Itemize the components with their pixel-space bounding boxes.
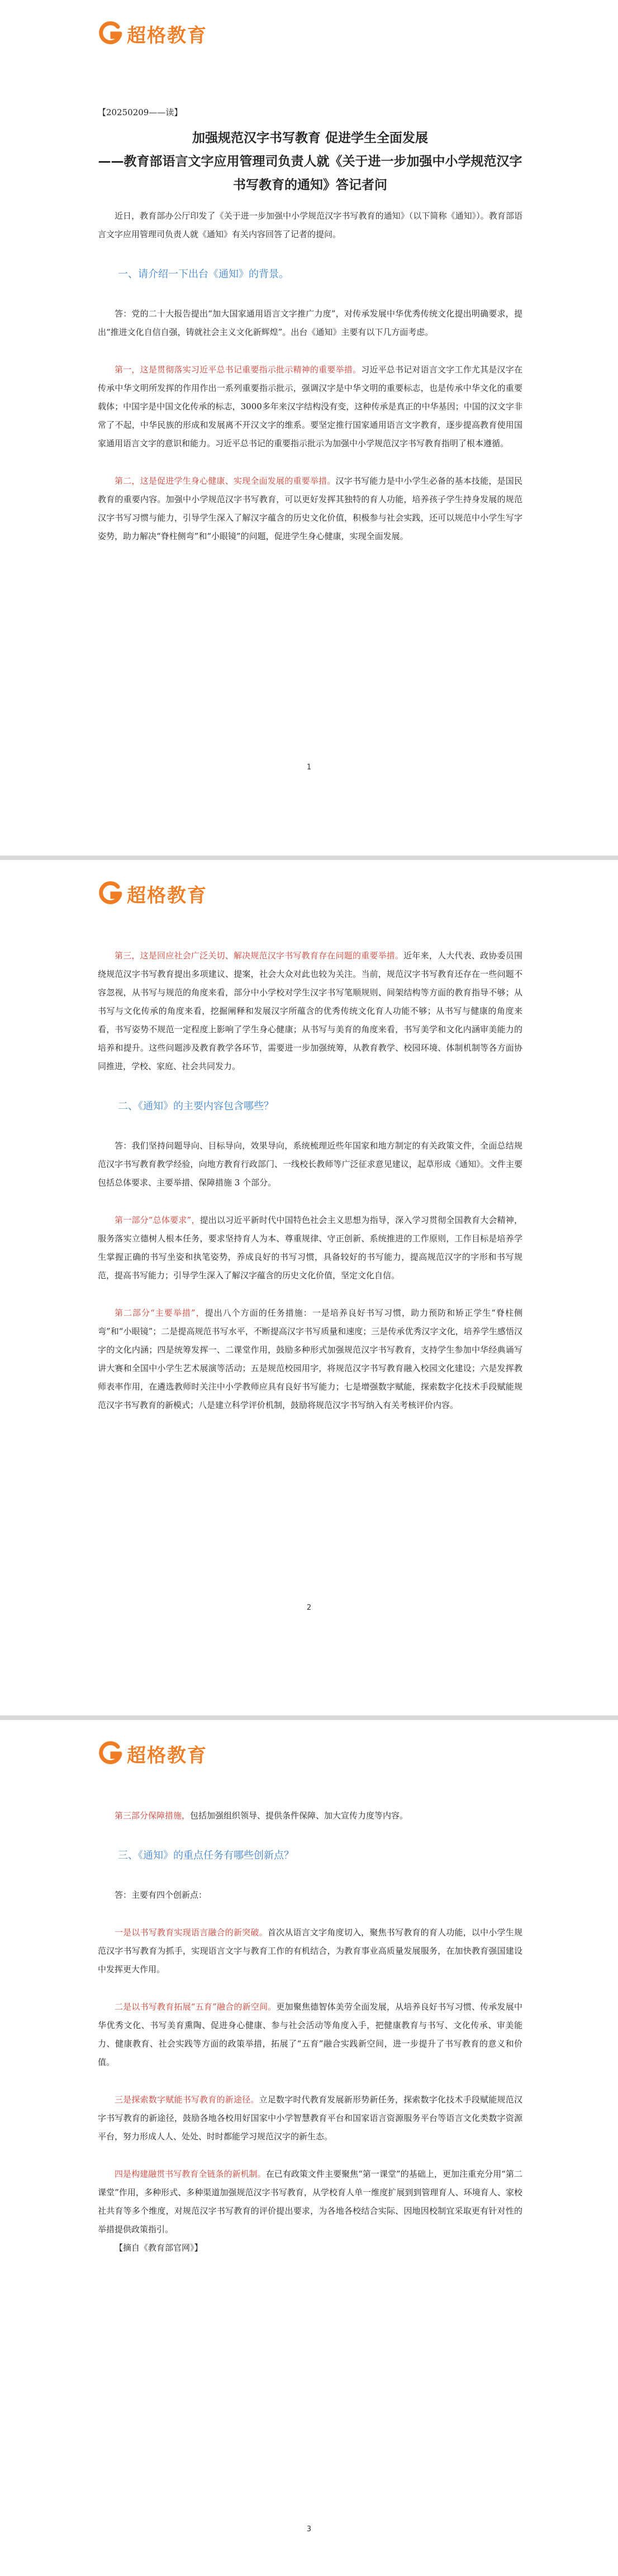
date-line: 【20250209——读】 [98, 107, 183, 117]
page-number: 2 [306, 1604, 312, 1612]
part-2-text: 提出八个方面的任务措施：一是培养良好书写习惯，助力预防和矫正学生“脊柱侧弯”和“小眼镜”；二是提高规范书写水平，不断提高汉字书写质量和速度；三是传承优秀汉字文化，培养学生感悟汉字的文化内涵；四是统筹发挥一、二课堂作用，鼓励多种形式加强规范汉字书写教育，支持学生参加中华经典诵写讲大赛和全国中小学生艺术展演等活动；五是规范校园用字，将规范汉字书写教育融入校园文化建设；六是发挥教师表率作用，在遴选教师时关注中小学教师应具有良好书写能力；七是增强数字赋能，探索数字化技术手段赋能规范汉字书写教育的新模式；八是建立科学评价机制，鼓励将规范汉字书写纳入有关考核评价内容。 [98, 1308, 522, 1410]
part-2-paragraph [98, 1304, 522, 1415]
innovation-1-highlight: 一是以书写教育实现语言融合的新突破。 [115, 1927, 268, 1937]
part-3-paragraph [98, 1807, 522, 1825]
reason-3-text: 近年来，人大代表、政协委员围绕规范汉字书写教育提出多项建议、提案，社会大众对此也较为关注。当前，规范汉字书写教育还存在一些问题不容忽视，从书写与规范的角度来看，部分中小学校对学生汉字书写笔顺规则、间架结构等方面的教育指导不够；从书写与文化传承的角度来看，挖掘阐释和发展汉字所蕴含的优秀传统文化育人功能不够；从书写与健康的角度来看，书写姿势不规范一定程度上影响了学生身心健康；从书写与美育的角度来看，书写美学和文化内涵审美能力的培养和提升。这些问题涉及教育教学各环节，需要进一步加强统筹，从教育教学、校园环境、体制机制等各方面协同推进，学校、家庭、社会共同发力。 [98, 951, 522, 1071]
part-1-highlight: 第一部分“总体要求”， [115, 1215, 200, 1225]
innovation-3-paragraph [98, 2091, 522, 2146]
brand-logo [98, 877, 207, 910]
page-2-content [98, 947, 522, 1415]
page-number: 1 [306, 763, 312, 772]
reason-2-paragraph [98, 472, 522, 546]
question-2-answer: 答：我们坚持问题导向、目标导向，效果导向，系统梳理近些年国家和地方制定的有关政策文件，全面总结规范汉字书写教育教学经验，向地方教育行政部门、一线校长教师等广泛征求意见建议，起草形成《通知》。文件主要包括总体要求、主要举措、保障措施 3 个部分。 [98, 1141, 522, 1188]
source-note: 【摘自《教育部官网》】 [115, 2243, 203, 2253]
document-page-1 [0, 0, 618, 855]
reason-1-paragraph [98, 361, 522, 453]
part-1-paragraph [98, 1211, 522, 1285]
brand-logo [98, 1737, 207, 1770]
innovation-4-paragraph [98, 2165, 522, 2239]
innovation-3-highlight: 三是探索数字赋能书写教育的新途径。 [115, 2095, 259, 2105]
innovation-4-text: 在已有政策文件主要聚焦“第一课堂”的基础上，更加注重充分用“第二课堂”作用，多种形式、多种渠道加强规范汉字书写教育，从学校育人单一维度扩展到到管理育人、环境育人、家校社共育等多个维度，对规范汉字书写教育的评价提出要求，为各地各校结合实际、因地因校制宜采取更有针对性的举措提供政策指引。 [98, 2169, 522, 2234]
title-line-1: 加强规范汉字书写教育 促进学生全面发展 [192, 131, 428, 145]
question-1-answer: 答：党的二十大报告提出“加大国家通用语言文字推广力度”，对传承发展中华优秀传统文化提出明确要求，提出“推进文化自信自强，铸就社会主义文化新辉煌”。出台《通知》主要有以下几方面考虑。 [98, 309, 522, 337]
question-1-heading: 一、请介绍一下出台《通知》的背景。 [118, 268, 289, 280]
reason-1-text: 习近平总书记对语言文字工作尤其是汉字在传承中华文明所发挥的作用作出一系列重要指示批示，强调汉字是中华文明的重要标志，也是传承中华文化的重要载体；中国字是中国文化传承的标志，3000多年来汉字结构没有变，这种传承是真正的中华基因；中国的汉文字非常了不起，中华民族的形成和发展离不开汉文字的维系。要坚定推行国家通用语言文字教育，逐步提高教育使用国家通用语言文字的意识和能力。习近平总书记的重要指示批示为加强中小学规范汉字书写教育指明了根本遵循。 [98, 365, 522, 448]
innovation-1-paragraph [98, 1923, 522, 1979]
innovation-3-text: 立足数字时代教育发展新形势新任务，探索数字化技术手段赋能规范汉字书写教育的新途径，鼓励各地各校用好国家中小学智慧教育平台和国家语言资源服务平台等语言文化类数字资源平台，努力形成人人、处处、时时都能学习规范汉字的新生态。 [98, 2095, 522, 2142]
logo-mark-icon [98, 1741, 122, 1766]
part-1-text: 提出以习近平新时代中国特色社会主义思想为指导，深入学习贯彻全国教育大会精神，服务落实立德树人根本任务，要求坚持育人为本、尊重规律、守正创新、系统推进的工作原则，工作目标是培养学生掌握正确的书写坐姿和执笔姿势，养成良好的书写习惯，具备较好的书写能力，提高规范汉字的字形和书写规范，提高书写能力；引导学生深入了解汉字蕴含的历史文化价值，坚定文化自信。 [98, 1215, 522, 1280]
innovation-2-paragraph [98, 1998, 522, 2072]
innovation-2-text: 更加聚焦德智体美劳全面发展，从培养良好书写习惯、传承发展中华优秀文化、书写美育熏陶、促进身心健康、参与社会活动等角度入手，把健康教育与书写、文化传承、审美能力、健康教育、社会实践等方面的政策举措，拓展了“五育”融合实践新空间，进一步提升了书写教育的意义和价值。 [98, 2002, 522, 2067]
innovation-2-highlight: 二是以书写教育拓展“五育”融合的新空间。 [115, 2002, 277, 2012]
innovation-1-text: 首次从语言文字角度切入，聚焦书写教育的育人功能，以中小学生规范汉字书写教育为抓手，实现语言文字与教育工作的有机结合，为教育事业高质量发展服务，在加快教育强国建设中发挥更大作用。 [98, 1927, 522, 1974]
part-3-highlight: 第三部分保障措施， [115, 1811, 191, 1821]
logo-text: 超格教育 [127, 1744, 207, 1767]
page-1-content [98, 103, 522, 546]
question-2-heading: 二、《通知》的主要内容包含哪些？ [118, 1100, 274, 1112]
part-3-text: 包括加强组织领导、提供条件保障、加大宣传力度等内容。 [190, 1811, 408, 1821]
question-3-answer: 答：主要有四个创新点： [115, 1890, 207, 1900]
reason-2-highlight: 第二，这是促进学生身心健康、实现全面发展的重要举措。 [115, 476, 336, 486]
part-2-highlight: 第二部分“主要举措”， [115, 1308, 205, 1318]
title-line-2: ——教育部语言文字应用管理司负责人就《关于进一步加强中小学规范汉字书写教育的通知》答记者问 [98, 154, 522, 192]
question-3-heading: 三、《通知》的重点任务有哪些创新点？ [118, 1850, 294, 1861]
reason-2-text: 汉字书写能力是中小学生必备的基本技能，是国民教育的重要内容。加强中小学规范汉字书写教育，可以更好发挥其独特的育人功能，培养孩子学生持身发展的规范汉字书写习惯与能力，引导学生深入了解汉字蕴含的历史文化价值，积极参与社会实践，还可以规范中小学生写字姿势，助力解决“脊柱侧弯”和“小眼镜”的问题，促进学生身心健康，实现全面发展。 [98, 476, 522, 541]
page-3-content [98, 1807, 522, 2257]
document-title [98, 126, 522, 197]
document-page-3 [0, 1720, 618, 2576]
reason-3-paragraph [98, 947, 522, 1076]
document-page-2 [0, 860, 618, 1715]
innovation-4-highlight: 四是构建融贯书写教育全链条的新机制。 [115, 2169, 266, 2179]
logo-mark-icon [98, 21, 122, 46]
logo-text: 超格教育 [127, 884, 207, 907]
reason-1-highlight: 第一，这是贯彻落实习近平总书记重要指示批示精神的重要举措。 [115, 365, 362, 375]
reason-3-highlight: 第三，这是回应社会广泛关切、解决规范汉字书写教育存在问题的重要举措。 [115, 951, 404, 961]
logo-text: 超格教育 [127, 24, 207, 47]
intro-paragraph: 近日，教育部办公厅印发了《关于进一步加强中小学规范汉字书写教育的通知》（以下简称《通知》）。教育部语言文字应用管理司负责人就《通知》有关内容回答了记者的提问。 [98, 211, 522, 239]
brand-logo [98, 17, 207, 50]
logo-mark-icon [98, 881, 122, 906]
page-number: 3 [306, 2525, 312, 2534]
